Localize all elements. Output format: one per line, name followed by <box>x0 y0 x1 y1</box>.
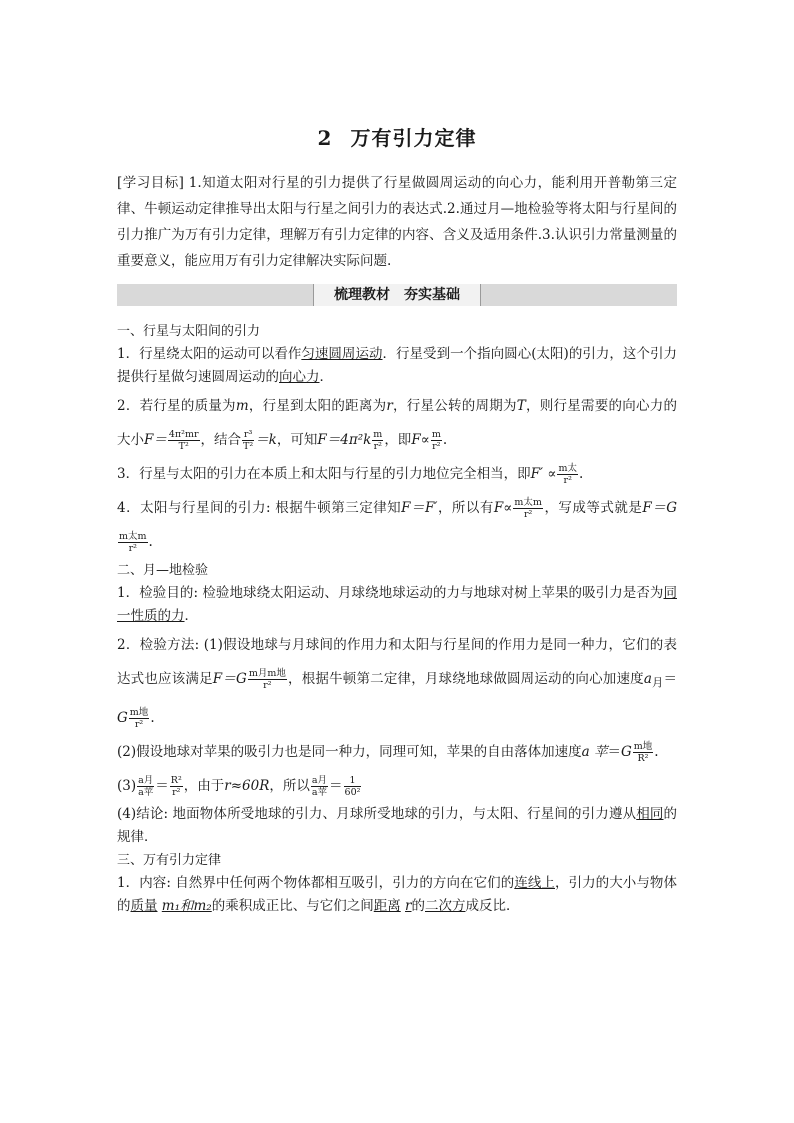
paragraph-1-1 <box>117 343 677 389</box>
text-run: ，行星到太阳的距离为 <box>248 398 387 414</box>
fraction <box>129 707 150 730</box>
paragraph-1-4 <box>117 491 677 559</box>
fraction-denominator: 60² <box>344 786 361 798</box>
text-run: ．行星受到一个指向圆心(太阳)的引力，这个引力提供行星做匀速圆周运动的 <box>117 346 677 385</box>
text-run: ＝ <box>155 777 169 794</box>
text-run: . <box>148 534 153 550</box>
formula-text: F＝ <box>144 432 167 448</box>
fraction <box>344 775 362 798</box>
fraction <box>137 775 154 798</box>
fraction-denominator: r² <box>134 718 144 730</box>
text-run: . <box>442 432 448 448</box>
text-run: 1．行星绕太阳的运动可以看作 <box>117 346 302 362</box>
fraction-numerator: m <box>373 429 383 440</box>
fraction-denominator: T² <box>178 441 189 452</box>
fraction-numerator: m太 <box>558 463 577 474</box>
fraction-numerator: r³ <box>243 429 253 440</box>
section-heading-2: 二、月—地检验 <box>117 563 209 578</box>
text-run: ． <box>319 369 333 385</box>
text-run: 4．太阳与行星间的引力: 根据牛顿第三定律知 <box>117 500 402 516</box>
math-symbol: a <box>643 671 652 687</box>
text-run: ，由于 <box>183 777 225 794</box>
fraction-denominator: r² <box>263 680 272 691</box>
text-run: ，则行星需要的向心力的大小 <box>117 398 678 448</box>
text-run: ，写成等式就是 <box>543 500 643 516</box>
text-run: ＝ <box>607 743 621 760</box>
paragraph-2-5 <box>117 803 677 849</box>
fraction <box>248 668 287 691</box>
fraction <box>557 463 578 486</box>
formula-text: ＝k <box>255 432 277 448</box>
fraction-denominator: a苹 <box>311 786 328 798</box>
fraction-numerator: m地 <box>129 706 149 718</box>
text-run: . <box>654 743 659 760</box>
formula-text: F＝4π²k <box>317 432 372 448</box>
fraction-numerator: a月 <box>138 774 154 786</box>
underlined-answer: m₁和m₂ <box>161 897 212 914</box>
fraction-denominator: r² <box>524 509 533 520</box>
underlined-answer: 匀速圆周运动 <box>301 346 383 362</box>
paragraph-1-3 <box>117 457 677 491</box>
math-symbol: r <box>386 398 393 414</box>
formula-text: F∝ <box>411 432 430 448</box>
underlined-answer: 二次方 <box>425 897 466 914</box>
text-run: (4)结论: 地面物体所受地球的引力、月球所受地球的引力，与太阳、行星间的引力遵从 <box>117 805 637 822</box>
fraction-numerator: 4π²mr <box>168 429 199 440</box>
text-run: 的乘积成正比、与它们之间 <box>211 897 374 914</box>
formula-text: G <box>236 671 247 687</box>
text-run: 的规律． <box>117 805 677 845</box>
fraction <box>431 429 442 452</box>
formula-text: G <box>666 500 677 516</box>
fraction <box>168 429 200 452</box>
fraction-numerator: m <box>431 429 441 440</box>
formula-text: r≈60R <box>224 777 270 794</box>
fraction-denominator: r² <box>373 441 382 452</box>
title-number: 2 <box>317 126 333 150</box>
learning-goals <box>117 170 677 274</box>
formula-text: G <box>620 743 632 760</box>
goals-label: [学习目标] <box>117 175 184 191</box>
text-run: ，结合 <box>200 432 242 448</box>
text-run: 成反比． <box>465 897 520 914</box>
fraction-numerator: R² <box>170 774 182 786</box>
fraction <box>170 775 183 798</box>
text-run: . <box>150 709 155 726</box>
text-run: ，所以有 <box>437 500 494 516</box>
fraction <box>513 497 543 520</box>
text-run: 2．若行星的质量为 <box>117 398 236 414</box>
math-symbol: m <box>235 398 249 414</box>
text-run: ． <box>184 608 198 624</box>
text-run: ＝ <box>329 777 343 794</box>
paragraph-2-3 <box>117 735 677 769</box>
paragraph-2-2 <box>117 628 677 735</box>
text-run: ，行星公转的周期为 <box>392 398 517 414</box>
text-run: 1．内容: 自然界中任何两个物体都相互吸引，引力的方向在它们的 <box>117 874 515 891</box>
fraction <box>311 775 328 798</box>
fraction <box>372 429 383 452</box>
formula-text: a 苹 <box>581 743 608 760</box>
fraction-denominator: r² <box>563 475 572 486</box>
fraction-numerator: m太m <box>119 531 147 542</box>
underlined-answer: r <box>405 897 412 914</box>
underlined-answer: 向心力 <box>279 369 320 385</box>
text-run: (2)假设地球对苹果的吸引力也是同一种力，同理可知，苹果的自由落体加速度 <box>117 743 582 760</box>
subscript: 月 <box>651 676 664 690</box>
text-run: ，即 <box>384 432 412 448</box>
paragraph-2-4 <box>117 769 677 803</box>
math-symbol: T <box>516 398 526 414</box>
fraction-numerator: m太m <box>514 497 542 508</box>
banner-label: 梳理教材 夯实基础 <box>313 284 481 306</box>
paragraph-3-1 <box>117 872 677 918</box>
formula-text: F＝ <box>212 671 237 687</box>
fraction-denominator: r² <box>172 786 181 798</box>
underlined-answer: 距离 <box>373 897 401 914</box>
section-heading-1: 一、行星与太阳间的引力 <box>117 324 261 339</box>
fraction-denominator: a苹 <box>138 786 154 798</box>
fraction-numerator: 1 <box>344 775 362 787</box>
text-run: ，所以 <box>269 777 310 794</box>
section-banner <box>117 284 677 306</box>
text-run: 的 <box>411 897 425 914</box>
formula-text: F＝ <box>642 500 667 516</box>
fraction-numerator: a月 <box>311 774 328 786</box>
underlined-answer: 质量 <box>130 897 158 914</box>
formula-text: F′ ∝ <box>530 466 557 482</box>
underlined-answer: 同一性质的力 <box>117 585 677 624</box>
text-run: 1．检验目的: 检验地球绕太阳运动、月球绕地球运动的力与地球对树上苹果的吸引力是否为 <box>117 585 664 601</box>
fraction <box>633 741 654 764</box>
text-run: ＝ <box>663 671 677 687</box>
formula-text: F∝ <box>493 500 513 516</box>
paragraph-2-1 <box>117 582 677 628</box>
paragraph-1-2 <box>117 389 677 457</box>
section-heading-3: 三、万有引力定律 <box>117 852 222 868</box>
formula-text: G <box>117 709 128 726</box>
content-body <box>117 320 677 918</box>
text-run: 3．行星与太阳的引力在本质上和太阳与行星的引力地位完全相当，即 <box>117 466 531 482</box>
formula-text: F＝F′ <box>401 500 438 516</box>
text-run: 2．检验方法: (1)假设地球与月球间的作用力和太阳与行星间的作用力是同一种力，它们的表达式也应该满足 <box>117 637 677 687</box>
title-text: 万有引力定律 <box>350 126 477 150</box>
text-run: (3) <box>117 777 137 794</box>
fraction-denominator: r² <box>128 543 137 554</box>
fraction-denominator: T² <box>243 441 254 452</box>
underlined-answer: 相同 <box>636 805 664 822</box>
text-run: . <box>578 466 584 482</box>
text-run: ，引力的大小与物体的 <box>117 874 677 914</box>
fraction-denominator: R² <box>637 752 649 764</box>
fraction-numerator: m地 <box>633 740 653 752</box>
fraction <box>242 429 254 452</box>
page-title <box>0 122 794 151</box>
underlined-answer: 连线上 <box>514 874 555 891</box>
fraction-numerator: m月m地 <box>248 668 286 679</box>
fraction <box>118 531 148 554</box>
goals-text: 1.知道太阳对行星的引力提供了行星做圆周运动的向心力，能利用开普勒第三定律、牛顿运动定律推导出太阳与行星之间引力的表达式.2.通过月—地检验等将太阳与行星间的引力推广为万有引力定律，理解万有引力定律的内容、含义及适用条件.3.认识引力常量测量的重要意义，能应用万有引力定律解决实际问题. <box>117 175 677 269</box>
text-run: ，可知 <box>276 432 318 448</box>
fraction-denominator: r² <box>432 441 441 452</box>
text-run: ，根据牛顿第二定律，月球绕地球做圆周运动的向心加速度 <box>287 671 644 687</box>
